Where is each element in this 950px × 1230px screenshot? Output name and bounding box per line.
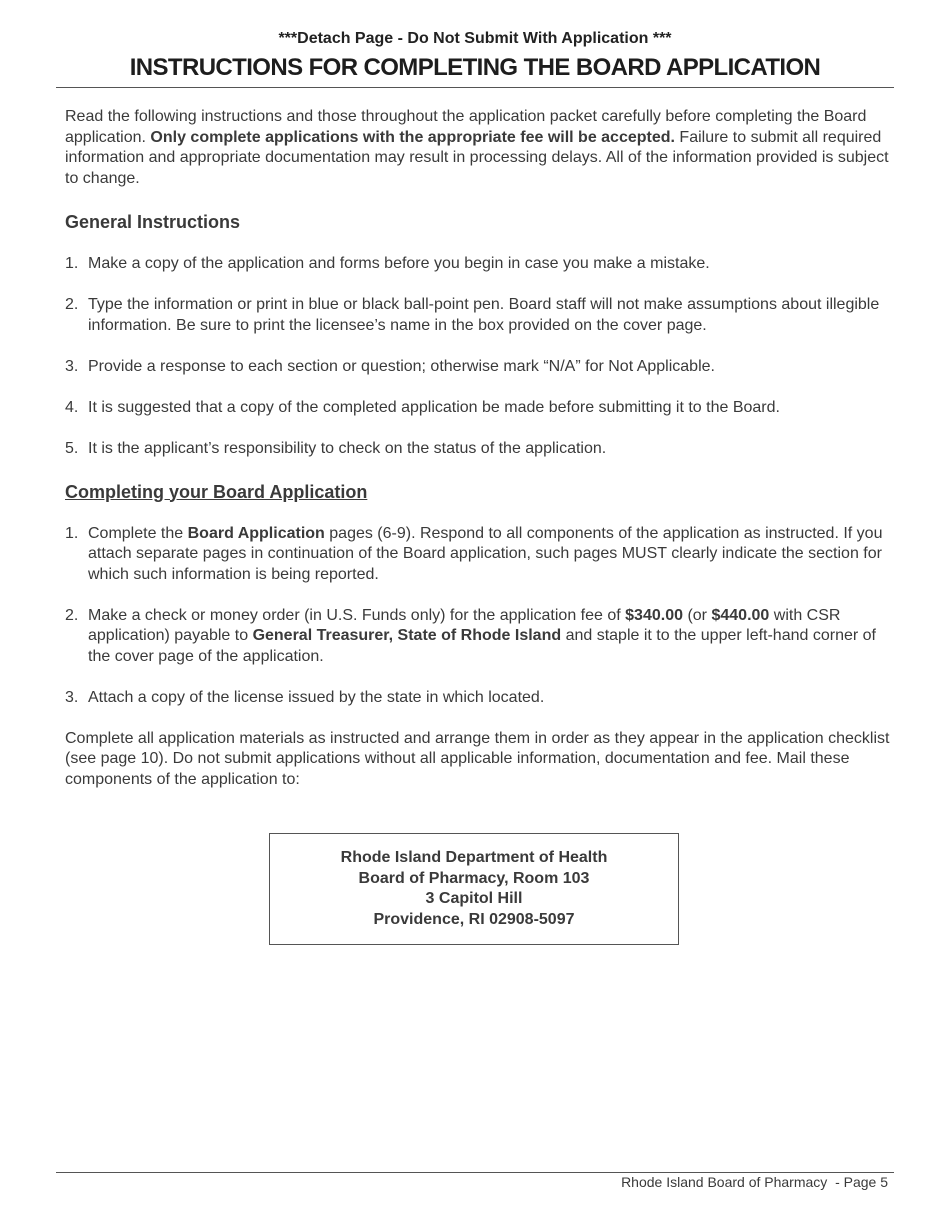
item-number: 3. [65, 357, 79, 375]
address-line-2: Board of Pharmacy, Room 103 [358, 869, 590, 887]
detach-notice: ***Detach Page - Do Not Submit With Application *** [278, 30, 672, 47]
item-text-mid: (or [687, 606, 708, 624]
completing-item-3 [65, 688, 900, 709]
page-title: INSTRUCTIONS FOR COMPLETING THE BOARD APPLICATION [129, 54, 821, 81]
address-line-3: 3 Capitol Hill [425, 890, 523, 907]
address-line-4: Providence, RI 02908-5097 [373, 910, 575, 928]
item-number: 5. [65, 439, 79, 457]
top-divider [56, 87, 894, 88]
item-number: 4. [65, 398, 79, 416]
intro-lead: Read the following instructions and those throughout the application packet carefully before completing the Board application. [65, 108, 867, 146]
item-text: Type the information or print in blue or black ball-point pen. Board staff will not make assumptions about illegible information. Be sure to print the licensee’s name in the box provided on the cover page. [88, 296, 880, 334]
item-text-post: and staple it to the upper left-hand corner of the cover page of the application. [88, 627, 876, 665]
item-number: 2. [65, 296, 79, 313]
intro-emphasis: Only complete applications with the appropriate fee will be accepted. [150, 128, 675, 146]
intro-tail: Failure to submit all required information and appropriate documentation may result in processing delays. All of the information provided is subject to change. [65, 128, 889, 187]
application-fee-csr: $440.00 [711, 606, 770, 624]
item-number: 2. [65, 606, 79, 624]
mailing-address-box [269, 833, 679, 945]
address-line-1: Rhode Island Department of Health [340, 849, 608, 866]
item-text-mid2: with CSR application) payable to [88, 606, 841, 644]
general-item-1 [65, 254, 900, 275]
item-number: 3. [65, 688, 79, 706]
item-number: 1. [65, 255, 79, 272]
payee: General Treasurer, State of Rhode Island [252, 627, 562, 644]
general-item-3 [65, 357, 900, 378]
general-item-4 [65, 398, 900, 419]
item-text: Attach a copy of the license issued by the state in which located. [88, 688, 545, 706]
intro-paragraph [65, 107, 900, 189]
general-instructions-heading: General Instructions [65, 212, 241, 232]
item-text-bold: Board Application [187, 524, 325, 542]
footer-divider [56, 1172, 894, 1173]
item-text: It is suggested that a copy of the completed application be made before submitting it to the Board. [88, 398, 780, 416]
application-fee: $340.00 [625, 606, 683, 624]
general-item-5 [65, 439, 900, 460]
item-text-pre: Make a check or money order (in U.S. Funds only) for the application fee of [88, 606, 621, 624]
closing-paragraph: Complete all application materials as instructed and arrange them in order as they appear in the application checklist (see page 10). Do not submit applications without all applicable information, documentation and fee. Mail these components of the application to: [65, 729, 890, 788]
completing-item-2 [65, 606, 900, 668]
completing-application-heading: Completing your Board Application [65, 481, 368, 502]
item-text: It is the applicant’s responsibility to check on the status of the application. [88, 439, 607, 457]
page-footer: Rhode Island Board of Pharmacy - Page 5 [621, 1174, 888, 1190]
item-text: Make a copy of the application and forms before you begin in case you make a mistake. [88, 255, 710, 272]
item-text: Provide a response to each section or question; otherwise mark “N/A” for Not Applicable. [88, 357, 715, 375]
general-item-2 [65, 295, 900, 336]
item-text-pre: Complete the [88, 524, 184, 542]
item-text-post: pages (6-9). Respond to all components of the application as instructed. If you attach separate pages in continuation of the Board application, such pages MUST clearly indicate the section for which such information is being reported. [88, 524, 883, 583]
instructions-body [65, 107, 900, 790]
completing-item-1 [65, 524, 900, 586]
item-number: 1. [65, 524, 79, 542]
